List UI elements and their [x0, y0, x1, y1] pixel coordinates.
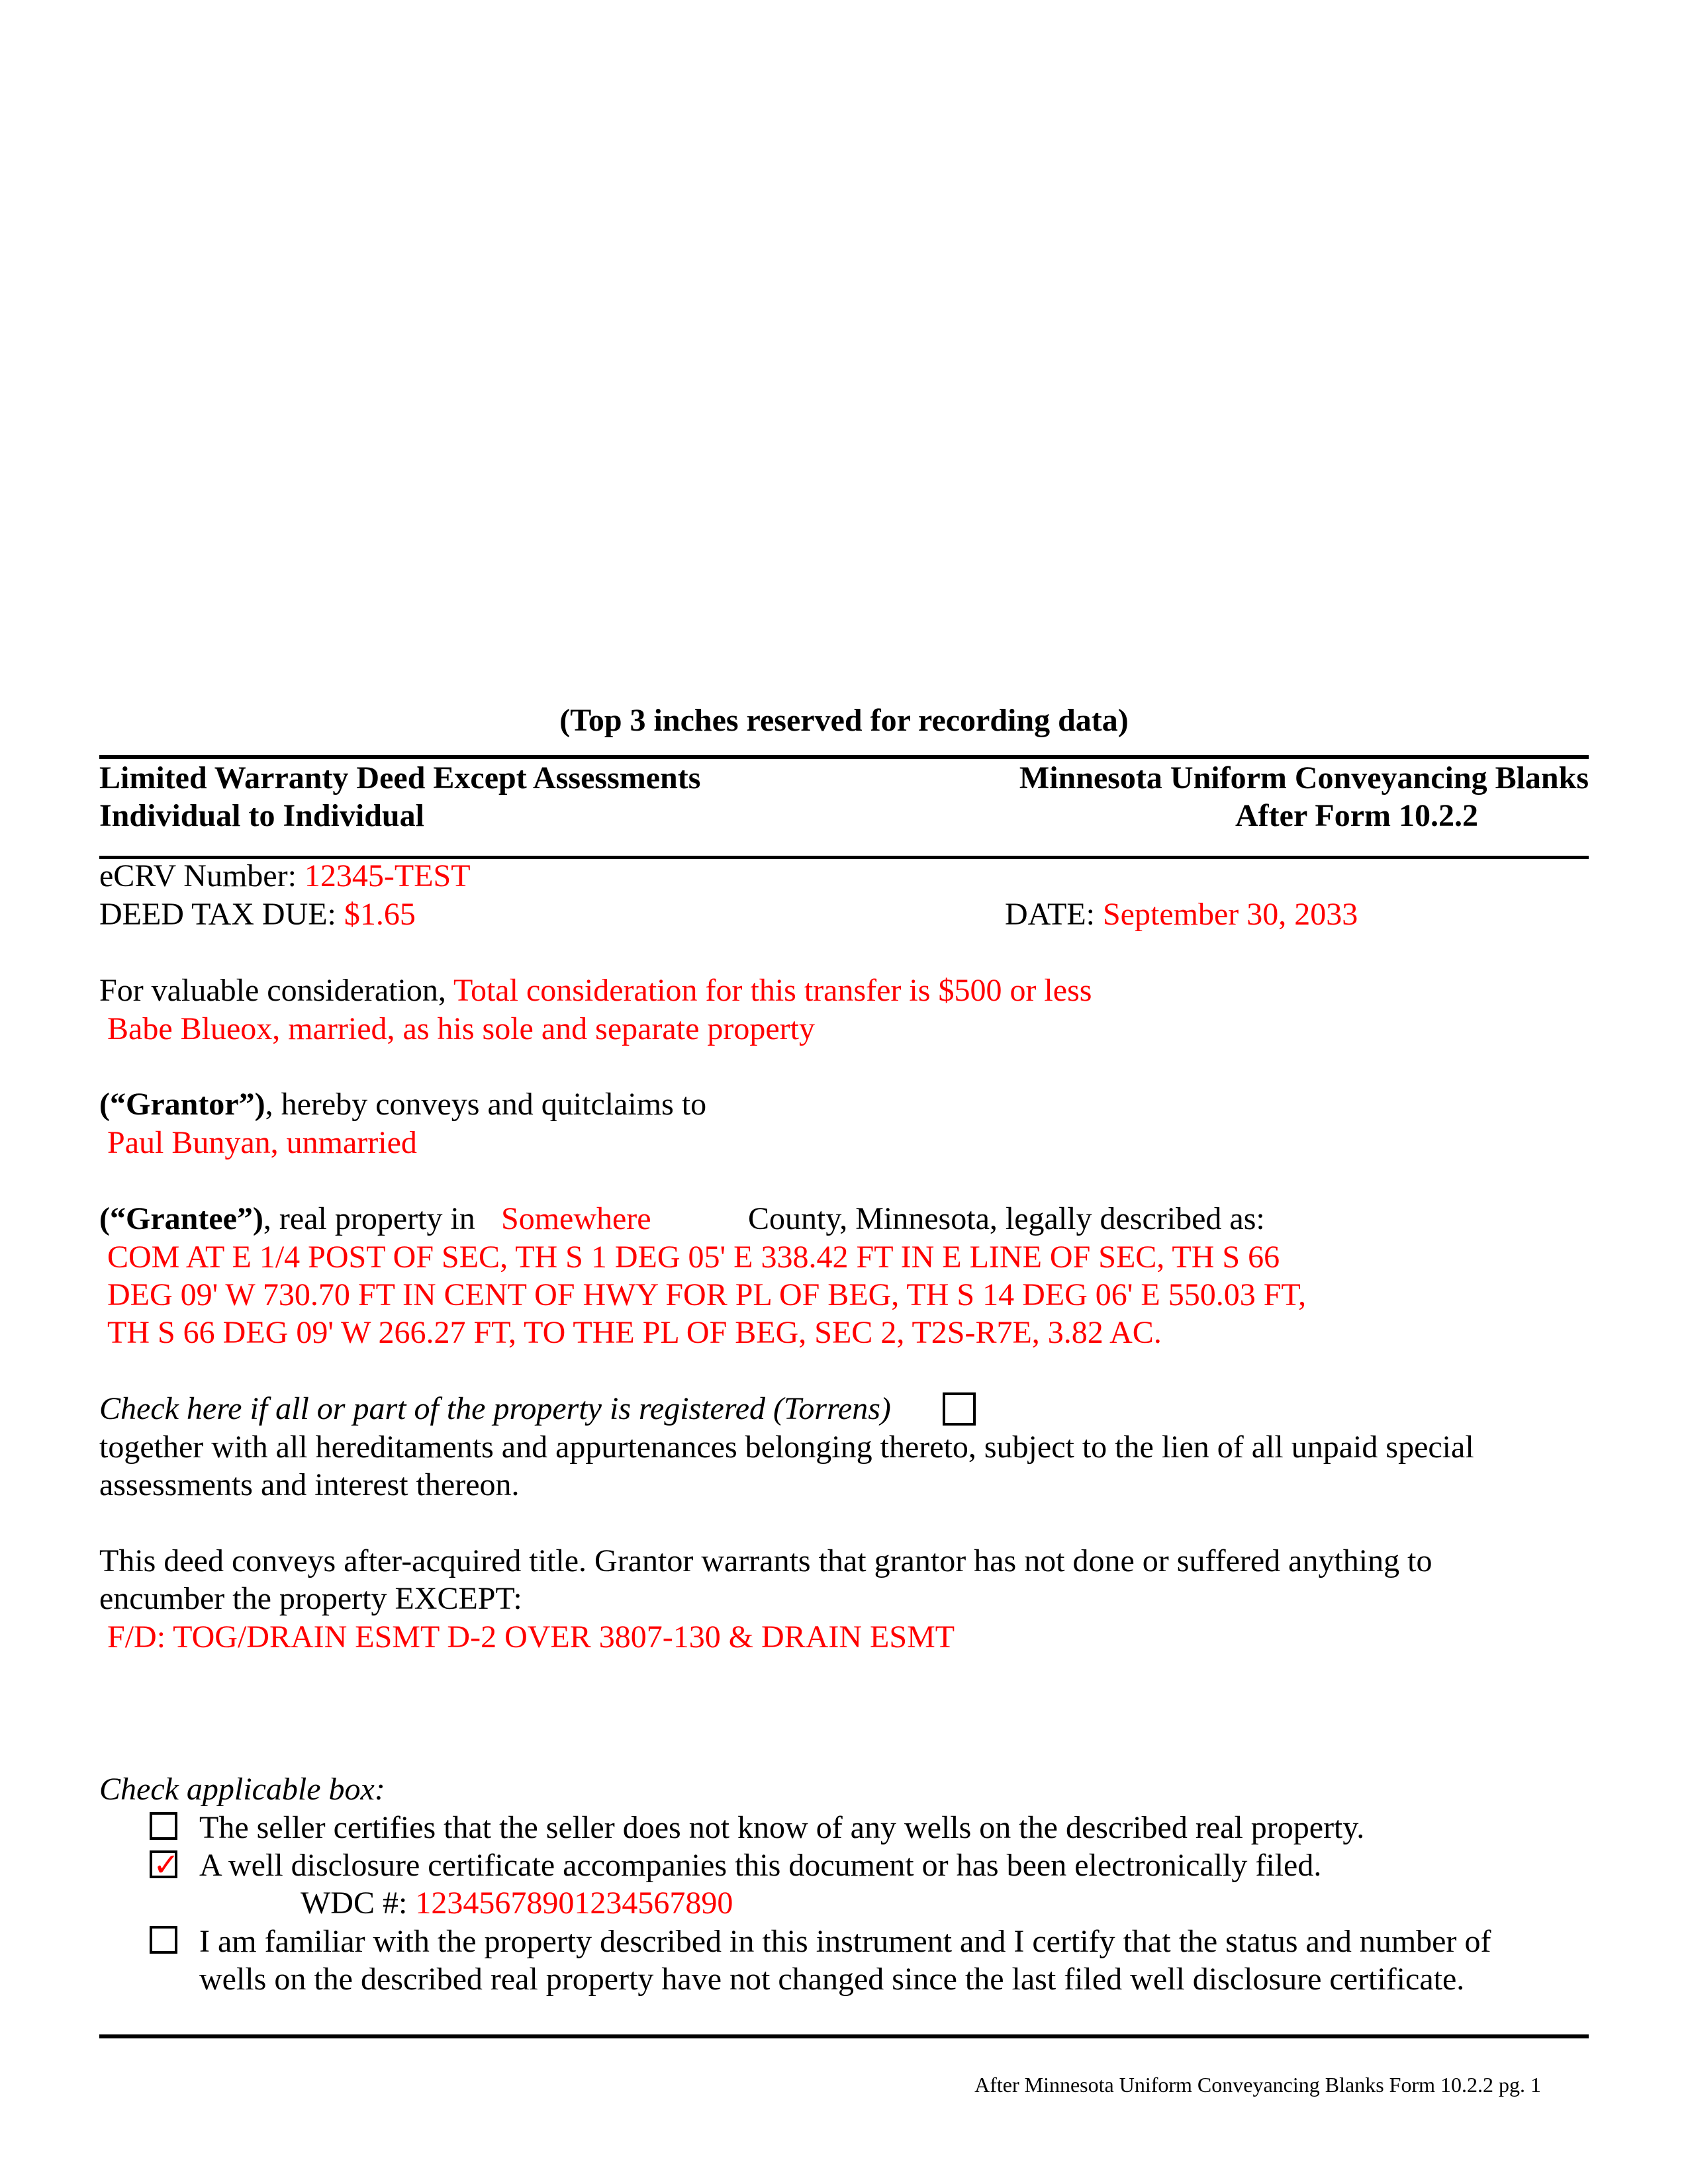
grantee-name[interactable]: Paul Bunyan, unmarried: [107, 1125, 417, 1160]
appurtenances-line: together with all hereditaments and appurtenances belonging thereto, subject to the lien of all unpaid special: [99, 1430, 1474, 1465]
torrens-label: Check here if all or part of the property is registered (Torrens): [99, 1391, 891, 1426]
footer-rule: [99, 2034, 1589, 2038]
grantor-name[interactable]: Babe Blueox, married, as his sole and separate property: [107, 1011, 815, 1046]
well-option1-checkbox[interactable]: [150, 1812, 177, 1840]
after-acquired-line: This deed conveys after-acquired title. Grantor warrants that grantor has not done or suffered anything to: [99, 1543, 1432, 1578]
grantor-clause-text: , hereby conveys and quitclaims to: [265, 1087, 707, 1122]
ecrv-number[interactable]: 12345-TEST: [304, 858, 471, 893]
after-acquired-line: encumber the property EXCEPT:: [99, 1581, 522, 1616]
consideration-label: For valuable consideration,: [99, 973, 446, 1008]
wdc-number[interactable]: 12345678901234567890: [415, 1886, 733, 1921]
deed-tax-row: [99, 895, 416, 934]
county-clause-text: County, Minnesota, legally described as:: [748, 1201, 1265, 1236]
deed-tax-label: DEED TAX DUE:: [99, 897, 336, 932]
well-option3-text: I am familiar with the property described in this instrument and I certify that the status and number of: [199, 1924, 1491, 1959]
grantor-clause: [99, 1085, 706, 1124]
wells-heading: Check applicable box:: [99, 1772, 385, 1807]
grantee-tag: (“Grantee”): [99, 1201, 263, 1236]
wdc-row: [301, 1884, 733, 1923]
consideration-row: [99, 972, 1092, 1010]
form-title: Limited Warranty Deed Except Assessments: [99, 760, 701, 796]
page-footer: After Minnesota Uniform Conveyancing Blanks Form 10.2.2 pg. 1: [974, 2073, 1541, 2097]
well-option3-checkbox[interactable]: [150, 1926, 177, 1954]
appurtenances-line: assessments and interest thereon.: [99, 1467, 520, 1502]
form-number: After Form 10.2.2: [1235, 798, 1478, 833]
date-value[interactable]: September 30, 2033: [1102, 897, 1358, 932]
exceptions-value[interactable]: F/D: TOG/DRAIN ESMT D-2 OVER 3807-130 & DRAIN ESMT: [107, 1619, 955, 1655]
wdc-label: WDC #:: [301, 1886, 408, 1921]
well-option1-text: The seller certifies that the seller does not know of any wells on the described real property.: [199, 1810, 1365, 1845]
consideration-value[interactable]: Total consideration for this transfer is $500 or less: [453, 973, 1092, 1008]
well-option3-text: wells on the described real property have not changed since the last filed well disclosure certificate.: [199, 1962, 1465, 1997]
date-label: DATE:: [1005, 897, 1095, 932]
date-row: [1005, 895, 1358, 934]
form-subtitle: Individual to Individual: [99, 798, 424, 833]
recording-reserved-note: (Top 3 inches reserved for recording data): [559, 703, 1129, 738]
grantor-tag: (“Grantor”): [99, 1087, 265, 1122]
well-option2-text: A well disclosure certificate accompanies this document or has been electronically filed.: [199, 1848, 1322, 1883]
grantee-clause: [99, 1200, 475, 1238]
deed-tax-value[interactable]: $1.65: [344, 897, 416, 932]
torrens-checkbox[interactable]: [943, 1392, 976, 1426]
ecrv-row: [99, 857, 471, 895]
legal-description-line[interactable]: DEG 09' W 730.70 FT IN CENT OF HWY FOR PL OF BEG, TH S 14 DEG 06' E 550.03 FT,: [107, 1277, 1307, 1312]
legal-description-line[interactable]: TH S 66 DEG 09' W 266.27 FT, TO THE PL OF BEG, SEC 2, T2S-R7E, 3.82 AC.: [107, 1315, 1162, 1350]
well-option2-checkbox[interactable]: [150, 1850, 177, 1878]
county-value[interactable]: Somewhere: [501, 1201, 651, 1236]
grantee-clause-text: , real property in: [263, 1201, 475, 1236]
form-series: Minnesota Uniform Conveyancing Blanks: [1019, 760, 1589, 796]
legal-description-line[interactable]: COM AT E 1/4 POST OF SEC, TH S 1 DEG 05' E 338.42 FT IN E LINE OF SEC, TH S 66: [107, 1240, 1280, 1275]
ecrv-label: eCRV Number:: [99, 858, 297, 893]
